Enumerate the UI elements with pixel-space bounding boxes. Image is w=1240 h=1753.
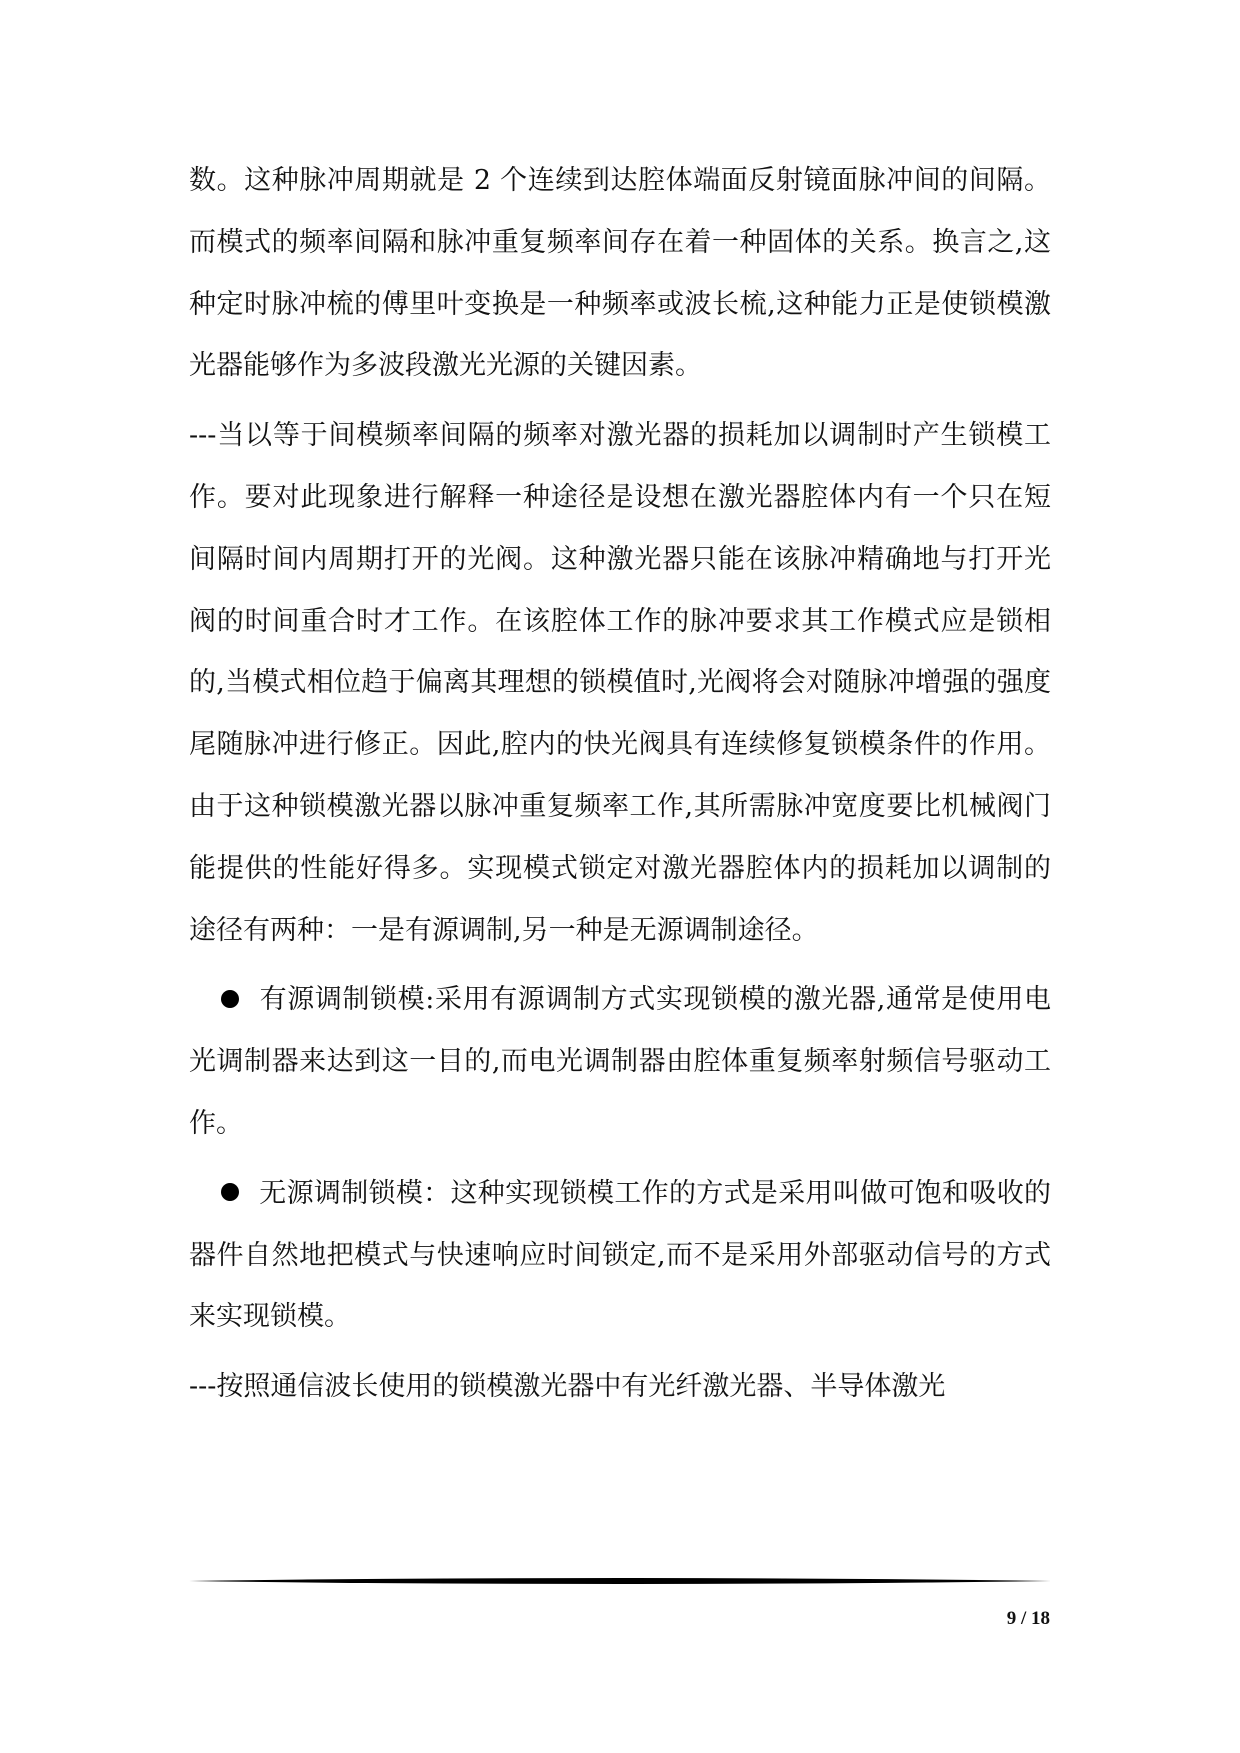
bullet-icon (221, 1183, 239, 1201)
paragraph-mode-locking: ---当以等于间模频率间隔的频率对激光器的损耗加以调制时产生锁模工作。要对此现象进行解释一种途径是设想在激光器腔体内有一个只在短间隔时间内周期打开的光阀。这种激光器只能在该脉冲精确地与打开光阀的时间重合时才工作。在该腔体工作的脉冲要求其工作模式应是锁相的,当模式相位趋于偏离其理想的锁模值时,光阀将会对随脉冲增强的强度尾随脉冲进行修正。因此,腔内的快光阀具有连续修复锁模条件的作用。由于这种锁模激光器以脉冲重复频率工作,其所需脉冲宽度要比机械阀门能提供的性能好得多。实现模式锁定对激光器腔体内的损耗加以调制的途径有两种：一是有源调制,另一种是无源调制途径。 (189, 420, 1051, 946)
page-number: 9 / 18 (1006, 1608, 1050, 1629)
paragraph-communication-lasers: ---按照通信波长使用的锁模激光器中有光纤激光器、半导体激光 (189, 1371, 946, 1403)
bullet-passive-text: 无源调制锁模：这种实现锁模工作的方式是采用叫做可饱和吸收的器件自然地把模式与快速响应时间锁定,而不是采用外部驱动信号的方式来实现锁模。 (189, 1177, 1051, 1333)
footer-divider (189, 1576, 1051, 1586)
document-body (189, 150, 1051, 1426)
bullet-active-mode-locking (189, 969, 1051, 1154)
paragraph-pulse-period: 数。这种脉冲周期就是 2 个连续到达腔体端面反射镜面脉冲间的间隔。而模式的频率间隔和脉冲重复频率间存在着一种固体的关系。换言之,这种定时脉冲梳的傅里叶变换是一种频率或波长梳,这种能力正是使锁模激光器能够作为多波段激光光源的关键因素。 (189, 165, 1051, 382)
bullet-passive-mode-locking (189, 1163, 1051, 1348)
bullet-active-text: 有源调制锁模:采用有源调制方式实现锁模的激光器,通常是使用电光调制器来达到这一目的,而电光调制器由腔体重复频率射频信号驱动工作。 (189, 984, 1051, 1139)
bullet-icon (221, 990, 239, 1008)
